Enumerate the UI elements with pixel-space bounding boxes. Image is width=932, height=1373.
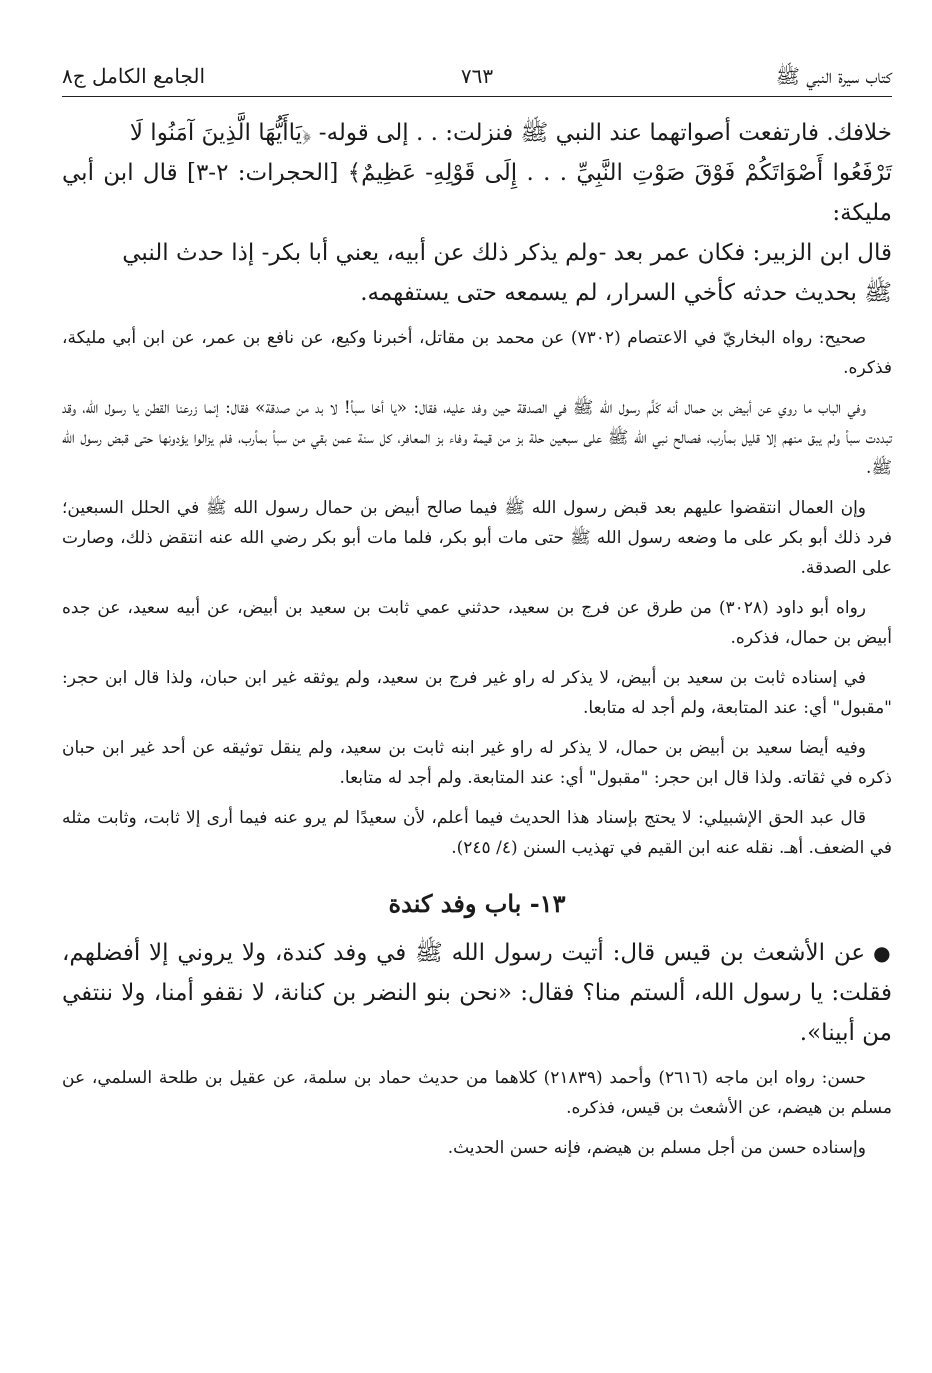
book-title: كتاب سيرة النبي ﷺ <box>775 64 892 88</box>
commentary-paragraph: حسن: رواه ابن ماجه (٢٦١٦) وأحمد (٢١٨٣٩) كلاهما من حديث حماد بن سلمة، عن عقيل بن طلحة السلمي، عن مسلم بن هيضم، عن الأشعث بن قيس، فذكره. <box>62 1068 892 1118</box>
hadith-text <box>62 933 892 1053</box>
book-page <box>62 56 892 1163</box>
commentary-paragraph: وفيه أيضا سعيد بن أبيض بن حمال، لا يذكر له راو غير ابنه ثابت بن سعيد، ولم ينقل توثيقه عن أحد غير ابن حبان ذكره في ثقاته. ولذا قال ابن حجر: "مقبول" أي: عند المتابعة. ولم أجد له متابعا. <box>62 738 892 788</box>
commentary-paragraph: رواه أبو داود (٣٠٢٨) من طرق عن فرج بن سعيد، حدثني عمي ثابت بن سعيد بن أبيض، عن أبيه سعيد، عن جده أبيض بن حمال، فذكره. <box>62 598 892 648</box>
commentary-paragraph: وإن العمال انتقضوا عليهم بعد قبض رسول الله ﷺ فيما صالح أبيض بن حمال رسول الله ﷺ في الحلل السبعين؛ فرد ذلك أبو بكر على ما وضعه رسول الله ﷺ حتى مات أبو بكر، فلما مات أبو بكر رضي الله عنه انتقض ذلك، وصارت على الصدقة. <box>62 498 892 578</box>
commentary-paragraph: وفي الباب ما روي عن أبيض بن حمال أنه كَلَّم رسول الله ﷺ في الصدقة حين وفد عليه، فقال: «يا أخا سبأ! لا بد من صدقة» فقال: إنما زرعنا القطن يا رسول الله، وقد تبددت سبأ ولم يبق منهم إلا قليل بمأرب، فصالح نبي الله ﷺ على سبعين حلة بز من قيمة وفاء بز المعافر، كل سنة عمن بقي من سبأ بمأرب، فلم يزالوا يؤدونها حتى قبض رسول الله ﷺ. <box>62 398 892 478</box>
text-line: قال ابن الزبير: فكان عمر بعد -ولم يذكر ذلك عن أبيه، يعني أبا بكر- إذا حدث النبي <box>122 240 892 266</box>
commentary-block <box>62 323 892 863</box>
commentary-paragraph: وإسناده حسن من أجل مسلم بن هيضم، فإنه حسن الحديث. <box>447 1138 866 1158</box>
volume-title: الجامع الكامل ج٨ <box>62 64 206 88</box>
bullet-icon: ● <box>873 941 892 965</box>
text-line: تَرْفَعُوا أَصْوَاتَكُمْ فَوْقَ صَوْتِ النَّبِيِّ . . . إِلَى قَوْلِهِ- عَظِيمٌ﴾ [الحجرات: ٢-٣] قال ابن أبي مليكة: <box>62 160 892 226</box>
text-line: ﷺ بحديث حدثه كأخي السرار، لم يسمعه حتى يستفهمه. <box>360 280 892 306</box>
section-heading: ١٣- باب وفد كندة <box>388 889 566 918</box>
hadith-continuation <box>62 113 892 313</box>
commentary-block-2 <box>62 1063 892 1163</box>
page-number: ٧٦٣ <box>460 64 494 88</box>
commentary-paragraph: قال عبد الحق الإشبيلي: لا يحتج بإسناد هذا الحديث فيما أعلم، لأن سعيدًا لم يرو عنه فيما أرى إلا ثابت، وثابت مثله في الضعف. أهـ. نقله عنه ابن القيم في تهذيب السنن (٤/ ٢٤٥). <box>62 808 892 858</box>
hadith-paragraph <box>62 933 892 1053</box>
hadith-body: عن الأشعث بن قيس قال: أتيت رسول الله ﷺ في وفد كندة، ولا يروني إلا أفضلهم، فقلت: يا رسول الله، ألستم منا؟ فقال: «نحن بنو النضر بن كنانة، لا نقفو أمنا، ولا ننتفي من أبينا». <box>62 940 892 1046</box>
commentary-paragraph: صحيح: رواه البخاريّ في الاعتصام (٧٣٠٢) عن محمد بن مقاتل، أخبرنا وكيع، عن نافع بن عمر، عن ابن أبي مليكة، فذكره. <box>62 328 892 378</box>
commentary-paragraph: في إسناده ثابت بن سعيد بن أبيض، لا يذكر له راو غير فرج بن سعيد، ولم يوثقه غير ابن حبان، ولذا قال ابن حجر: "مقبول" أي: عند المتابعة، ولم أجد له متابعا. <box>62 668 892 718</box>
text-line: خلافك. فارتفعت أصواتهما عند النبي ﷺ فنزلت: . . إلى قوله- ﴿يَاأَيُّهَا الَّذِينَ آمَنُوا لَا <box>129 120 892 146</box>
running-header <box>62 56 892 97</box>
